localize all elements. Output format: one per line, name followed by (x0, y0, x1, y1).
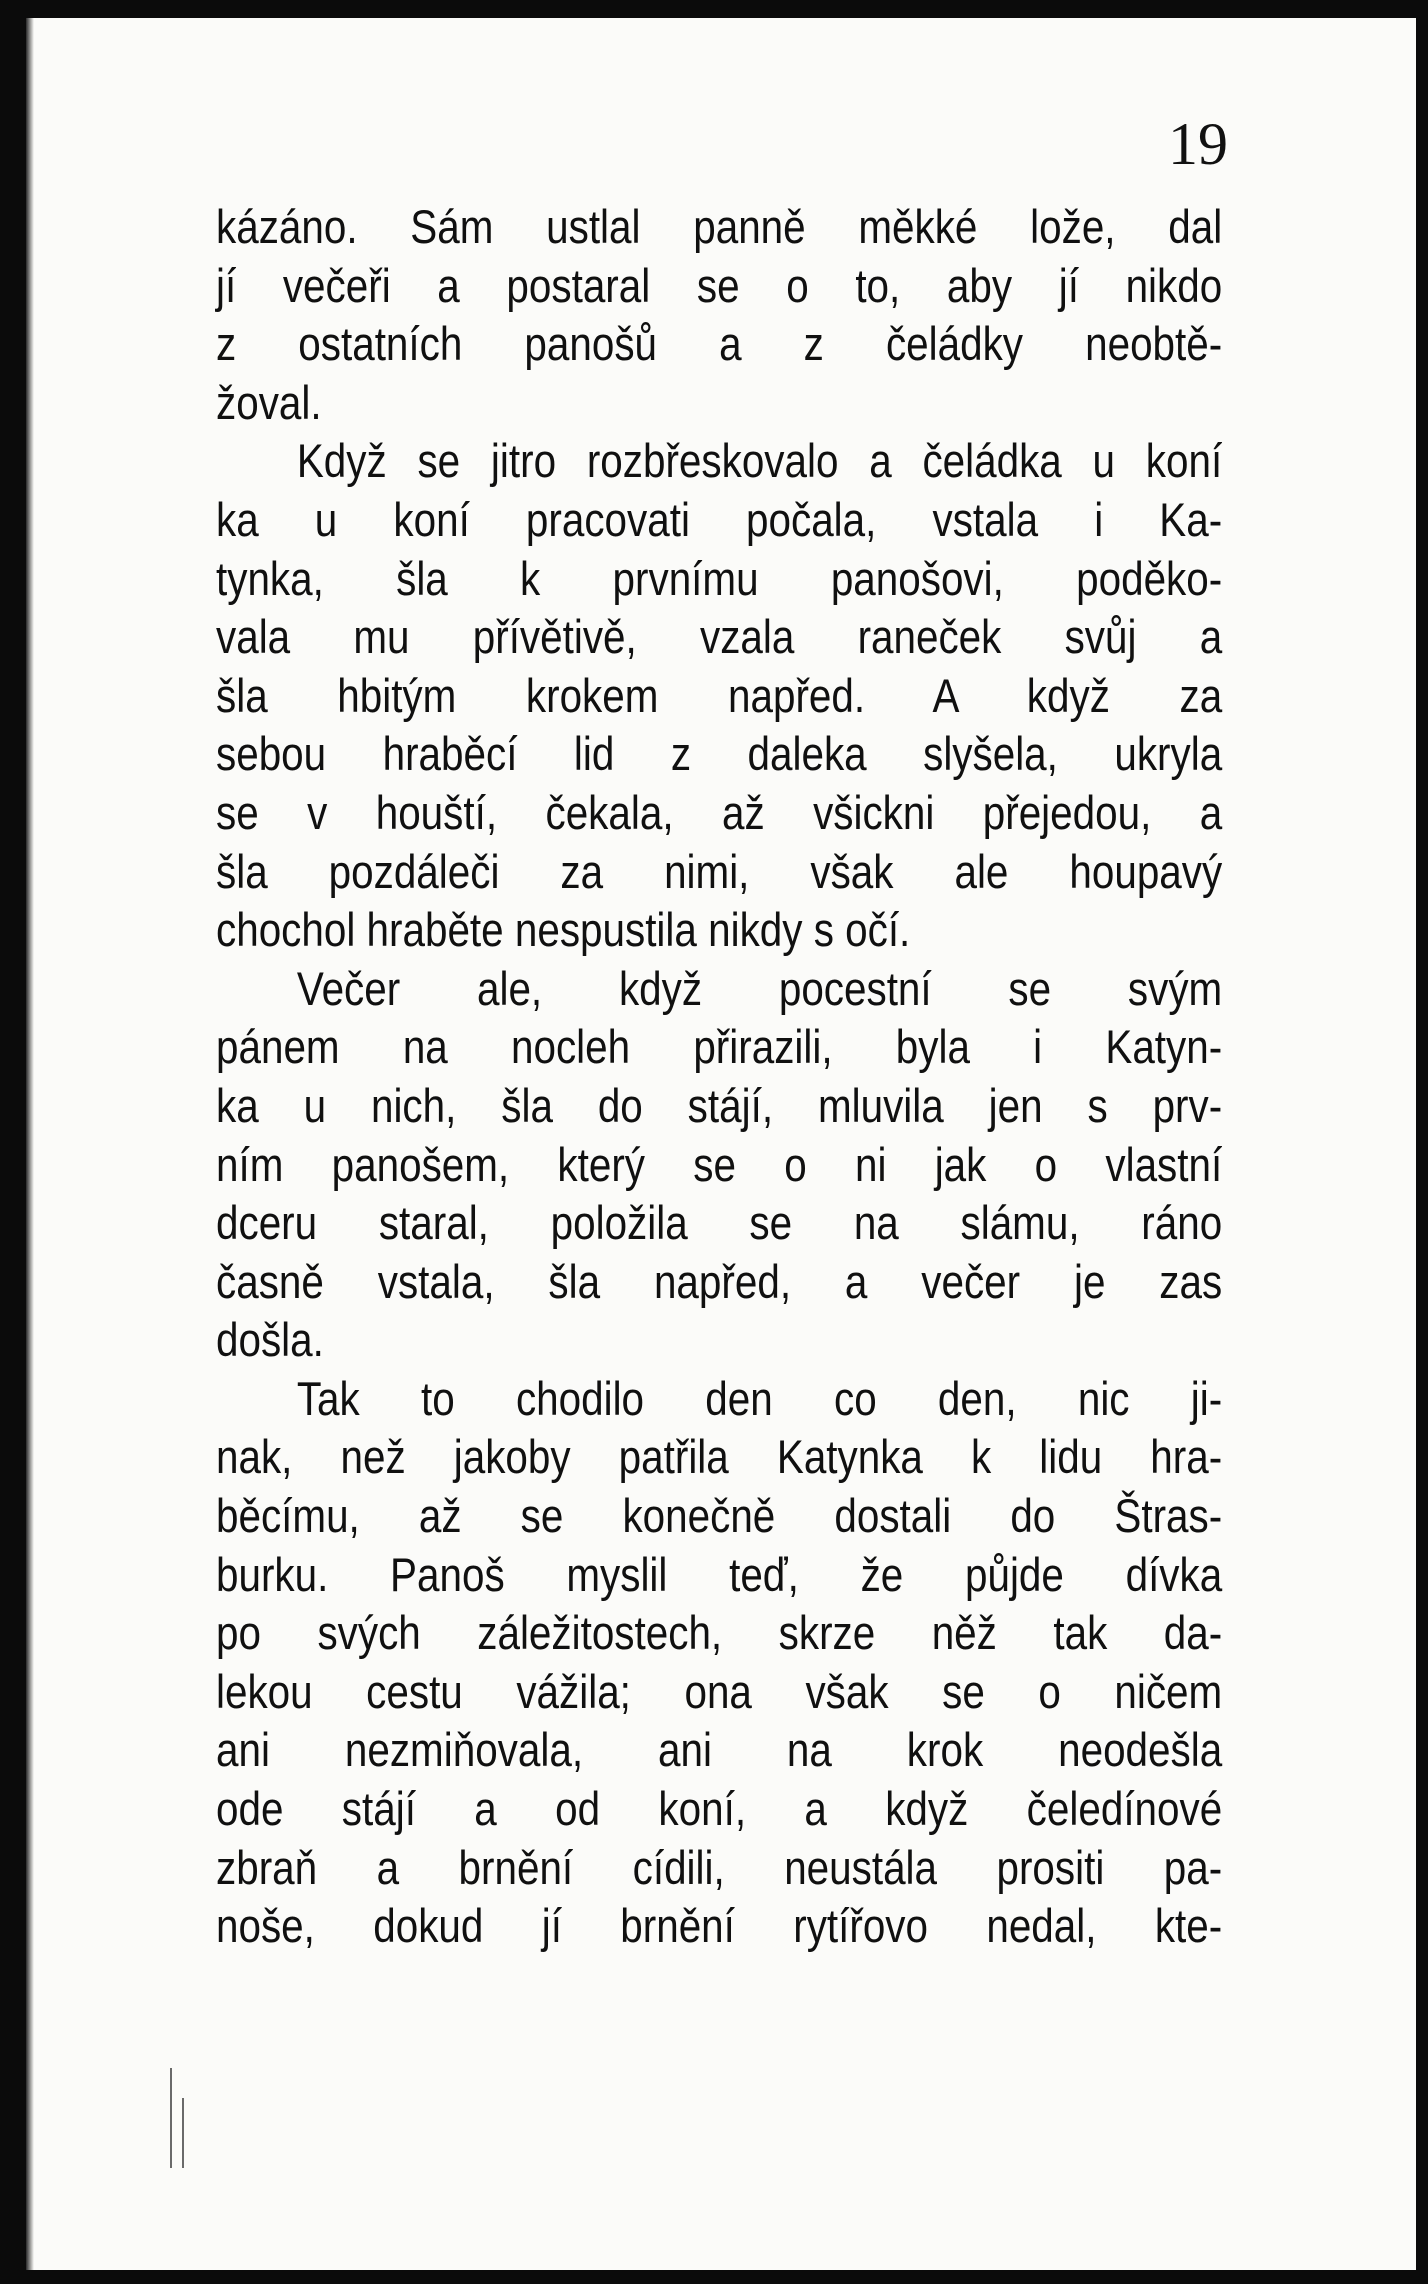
page-binding-shadow (26, 18, 34, 2270)
text-line: časně vstala, šla napřed, a večer je zas (216, 1254, 1223, 1308)
text-line: kázáno. Sám ustlal panně měkké lože, dal (216, 200, 1223, 253)
text-line: chochol hraběte nespustila nikdy s očí. (216, 903, 911, 957)
page-number: 19 (1168, 111, 1228, 177)
scan-artifact-line (170, 2068, 172, 2168)
text-line: ka u koní pracovati počala, vstala i Ka- (216, 492, 1223, 546)
text-line: došla. (216, 1313, 324, 1367)
text-line: nak, než jakoby patřila Katynka k lidu hra- (216, 1430, 1223, 1484)
text-line: ani nezmiňovala, ani na krok neodešla (216, 1723, 1223, 1777)
text-line: ka u nich, šla do stájí, mluvila jen s prv- (216, 1078, 1223, 1132)
scan-artifact-line (182, 2098, 184, 2168)
text-line: běcímu, až se konečně dostali do Štras- (216, 1489, 1223, 1543)
body-text (216, 198, 1223, 1956)
text-line: se v houští, čekala, až všickni přejedou, a (216, 785, 1223, 839)
text-line: dceru staral, položila se na slámu, ráno (216, 1196, 1223, 1250)
text-line: šla hbitým krokem napřed. A když za (216, 668, 1223, 722)
text-line: Když se jitro rozbřeskovalo a čeládka u koní (296, 434, 1223, 488)
text-line: lekou cestu vážila; ona však se o ničem (216, 1664, 1223, 1718)
text-line: noše, dokud jí brnění rytířovo nedal, kte- (216, 1899, 1223, 1953)
text-line: tynka, šla k prvnímu panošovi, poděko- (216, 551, 1223, 605)
text-line: po svých záležitostech, skrze něž tak da- (216, 1606, 1223, 1660)
text-line: Večer ale, když pocestní se svým (296, 961, 1223, 1015)
text-line: ode stájí a od koní, a když čeledínové (216, 1782, 1223, 1836)
text-line: burku. Panoš myslil teď, že půjde dívka (216, 1547, 1223, 1601)
text-line: zbraň a brnění cídili, neustála prositi pa- (216, 1840, 1223, 1894)
text-line: ním panošem, který se o ni jak o vlastní (216, 1137, 1223, 1191)
text-line: žoval. (216, 375, 322, 429)
text-line: sebou hraběcí lid z daleka slyšela, ukryla (216, 727, 1223, 781)
book-page (26, 18, 1416, 2270)
text-line: pánem na nocleh přirazili, byla i Katyn- (216, 1020, 1223, 1074)
text-line: z ostatních panošů a z čeládky neobtě- (216, 317, 1223, 371)
text-line: vala mu přívětivě, vzala raneček svůj a (216, 610, 1223, 664)
text-line: jí večeři a postaral se o to, aby jí nikdo (216, 258, 1223, 312)
text-line: šla pozdáleči za nimi, však ale houpavý (216, 844, 1223, 898)
text-line: Tak to chodilo den co den, nic ji- (296, 1371, 1223, 1425)
